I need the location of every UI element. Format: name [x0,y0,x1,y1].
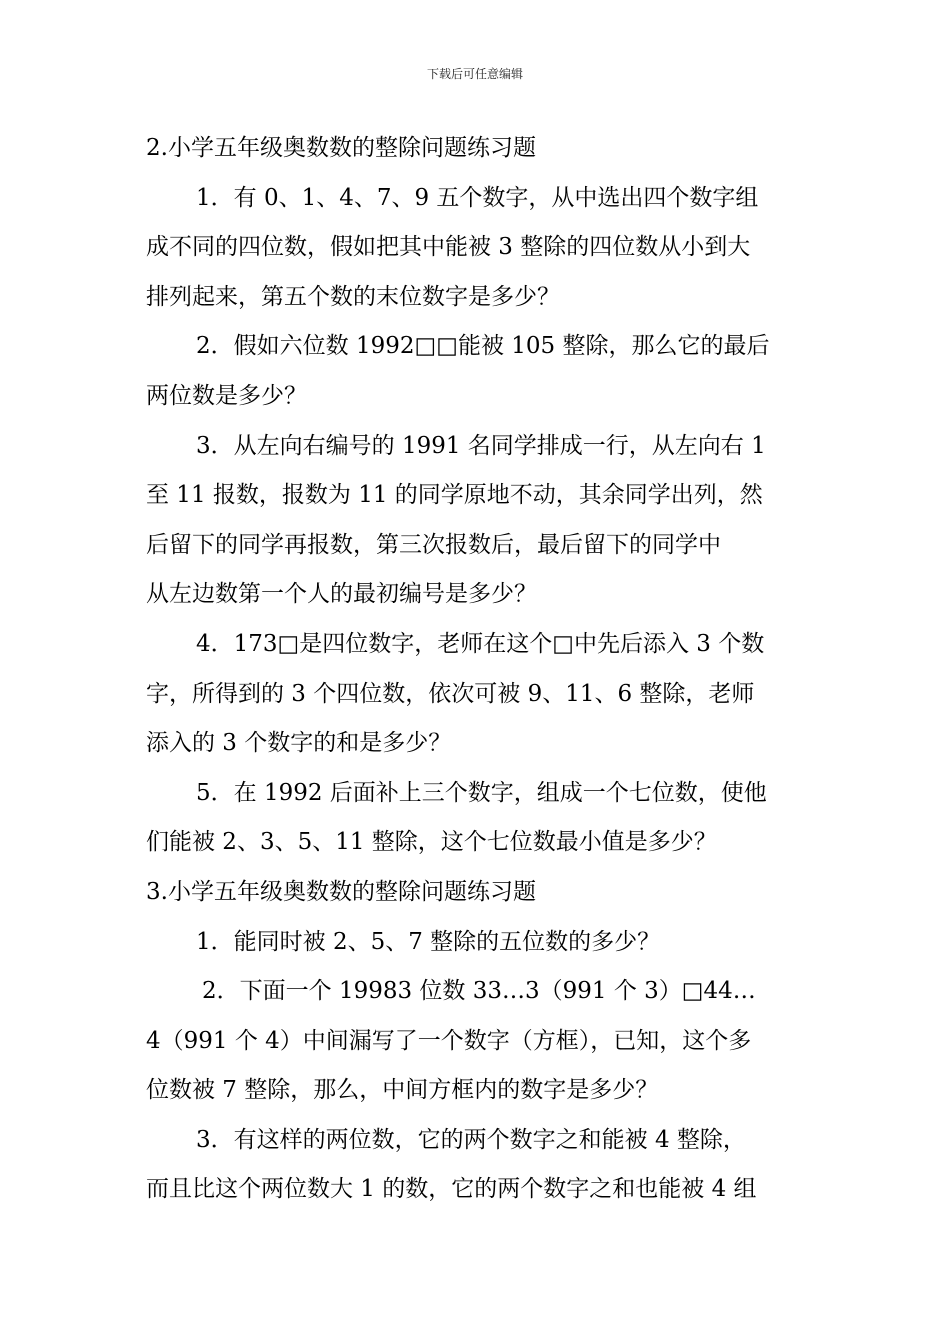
problem-2-5-line-1: 5．在 1992 后面补上三个数字，组成一个七位数，使他 [196,779,767,806]
problem-2-1-line-3: 排列起来，第五个数的末位数字是多少？ [146,283,560,310]
section-title-3: 3.小学五年级奥数数的整除问题练习题 [146,878,536,905]
problem-2-2-line-1: 2．假如六位数 1992□□能被 105 整除，那么它的最后 [196,333,770,360]
problem-2-3-line-2: 至 11 报数，报数为 11 的同学原地不动，其余同学出列，然 [146,482,763,509]
problem-2-2-line-2: 两位数是多少？ [146,382,307,409]
problem-2-4-line-1: 4．173□是四位数字，老师在这个□中先后添入 3 个数 [196,630,765,657]
problem-3-2-line-1: 2．下面一个 19983 位数 33…3（991 个 3）□44… [202,978,756,1005]
problem-3-2-line-3: 位数被 7 整除，那么，中间方框内的数字是多少？ [146,1077,659,1104]
problem-2-4-line-2: 字，所得到的 3 个四位数，依次可被 9、11、6 整除，老师 [146,680,755,707]
problem-2-1-line-2: 成不同的四位数，假如把其中能被 3 整除的四位数从小到大 [146,234,751,261]
problem-3-1-line-1: 1．能同时被 2、5、7 整除的五位数的多少？ [196,928,661,955]
document-body [146,124,806,1215]
problem-2-3-line-1: 3．从左向右编号的 1991 名同学排成一行，从左向右 1 [196,432,766,459]
section-title-2: 2.小学五年级奥数数的整除问题练习题 [146,135,536,161]
problem-2-5-line-2: 们能被 2、3、5、11 整除，这个七位数最小值是多少？ [146,829,717,856]
page-header-note: 下载后可任意编辑 [426,67,523,81]
problem-2-1-line-1: 1．有 0、1、4、7、9 五个数字，从中选出四个数字组 [196,184,759,211]
problem-3-2-line-2: 4（991 个 4）中间漏写了一个数字（方框），已知，这个多 [146,1027,752,1054]
problem-2-3-line-3: 后留下的同学再报数，第三次报数后，最后留下的同学中 [146,531,721,558]
problem-2-3-line-4: 从左边数第一个人的最初编号是多少？ [146,581,537,608]
problem-2-4-line-3: 添入的 3 个数字的和是多少？ [146,730,452,757]
problem-3-3-line-1: 3．有这样的两位数，它的两个数字之和能被 4 整除， [196,1126,746,1153]
problem-3-3-line-2: 而且比这个两位数大 1 的数，它的两个数字之和也能被 4 组 [146,1176,757,1203]
